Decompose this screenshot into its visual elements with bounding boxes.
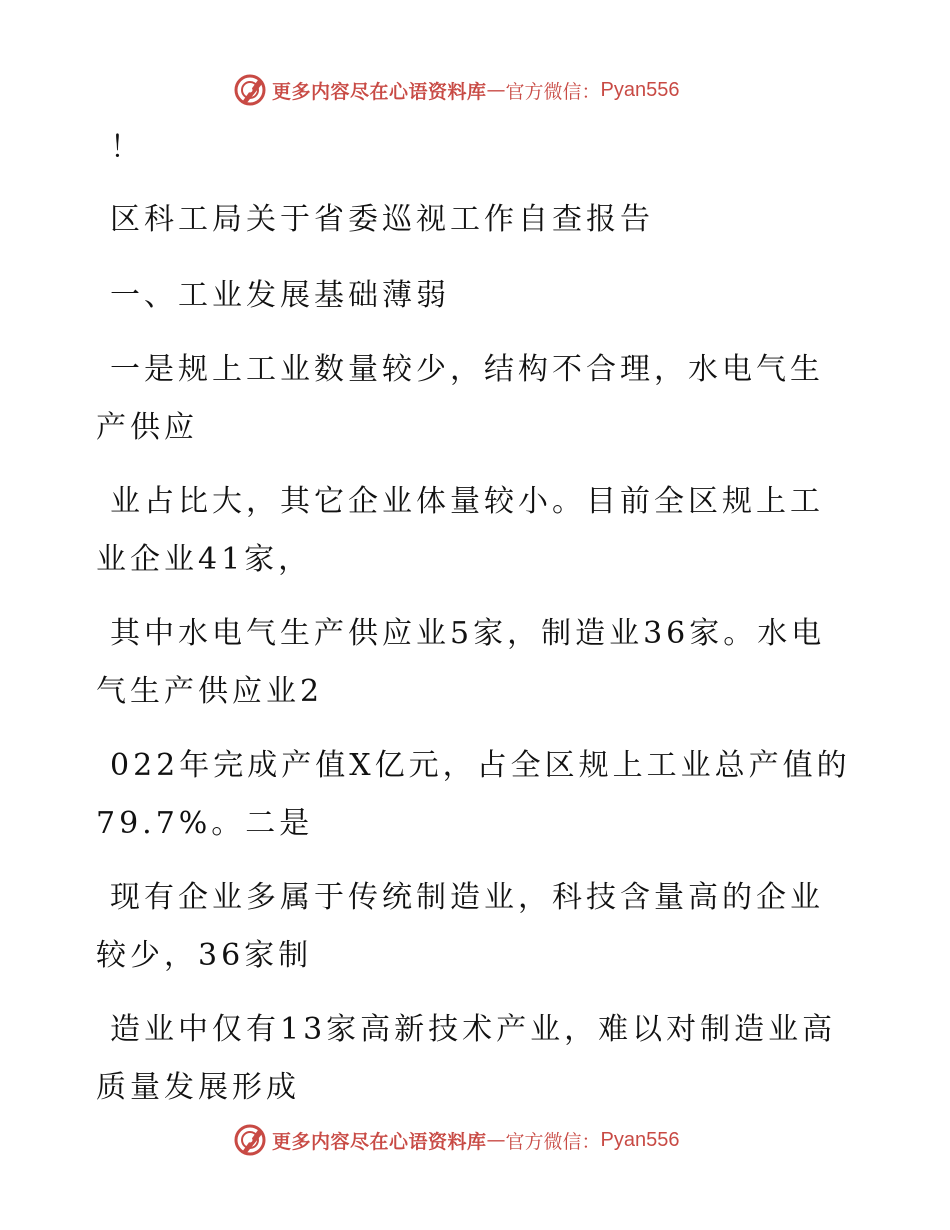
pen-nib-circle-icon <box>232 1122 268 1158</box>
pen-nib-circle-icon <box>232 72 268 108</box>
header-wechat-id: Pyan556 <box>600 78 680 101</box>
text-line: 质量发展形成 <box>96 1070 300 1105</box>
header-separator: — <box>486 79 506 101</box>
text-line: 其中水电气生产供应业5家，制造业36家。水电 <box>110 616 826 651</box>
text-line: 较少，36家制 <box>96 938 313 973</box>
footer-wechat-label: 官方微信： <box>505 1130 601 1153</box>
header-site-name: 更多内容尽在心语资料库 <box>272 80 487 103</box>
footer-site-name: 更多内容尽在心语资料库 <box>272 1130 487 1153</box>
header-banner <box>232 70 752 110</box>
text-line: ！ <box>110 130 144 165</box>
footer-separator: — <box>486 1129 506 1151</box>
text-line: 造业中仅有13家高新技术产业，难以对制造业高 <box>110 1012 837 1047</box>
text-line: 产供应 <box>96 410 198 445</box>
document-title: 区科工局关于省委巡视工作自查报告 <box>110 202 654 237</box>
footer-banner <box>232 1120 752 1160</box>
text-line: 79.7%。二是 <box>96 806 314 841</box>
text-line: 022年完成产值X亿元，占全区规上工业总产值的 <box>110 748 851 783</box>
text-line: 一是规上工业数量较少，结构不合理，水电气生 <box>110 352 824 387</box>
text-line: 气生产供应业2 <box>96 674 324 709</box>
text-line: 现有企业多属于传统制造业，科技含量高的企业 <box>110 880 824 915</box>
section-heading: 一、工业发展基础薄弱 <box>110 278 450 313</box>
text-line: 业企业41家， <box>96 542 313 577</box>
text-line: 业占比大，其它企业体量较小。目前全区规上工 <box>110 484 824 519</box>
header-wechat-label: 官方微信： <box>505 80 601 103</box>
footer-wechat-id: Pyan556 <box>600 1128 680 1151</box>
